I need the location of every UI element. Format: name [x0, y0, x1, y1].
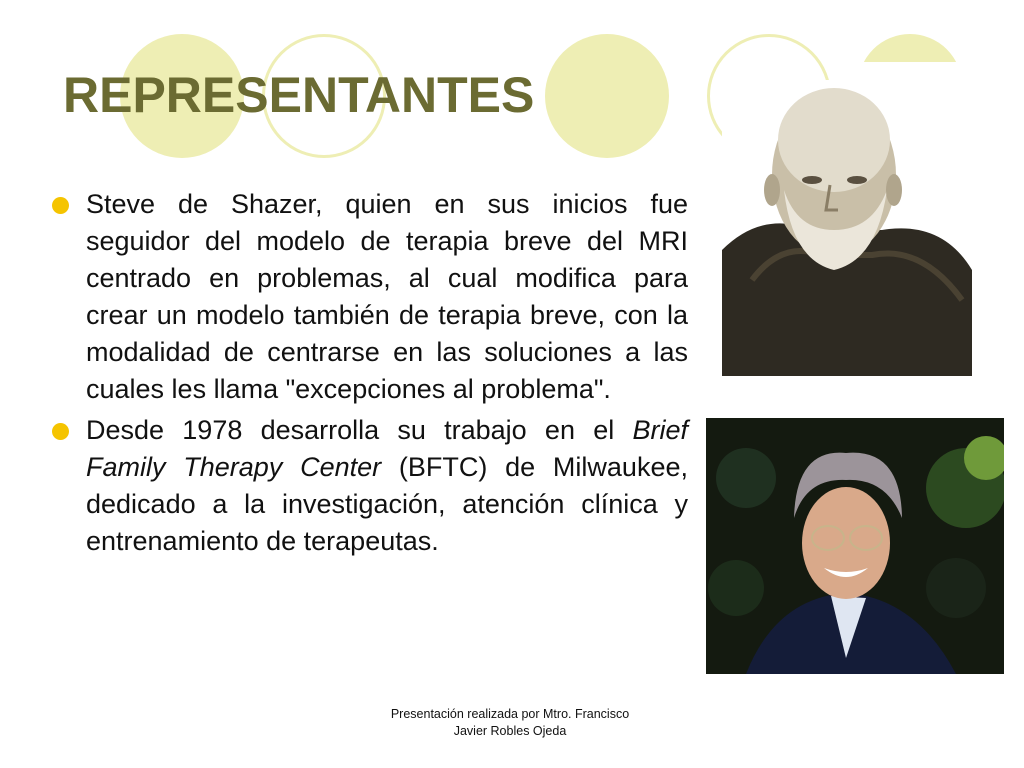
bullet-item-2: [48, 412, 688, 560]
bullet-list: [48, 186, 688, 564]
photo-steve-de-shazer: [722, 80, 972, 376]
bullet-icon: [52, 423, 69, 440]
bullet-item-1: [48, 186, 688, 408]
bullet-text-italic: Brief Family Therapy Center: [86, 415, 688, 482]
slide-title: REPRESENTANTES: [63, 67, 535, 123]
footer-credit: [360, 706, 660, 740]
bullet-text: Steve de Shazer, quien en sus inicios fue seguidor del modelo de terapia breve del MRI centrado en problemas, al cual modifica para crear un modelo también de terapia breve, con la modalidad de centrarse en las soluciones a las cuales les llama "excepciones al problema".: [86, 189, 688, 404]
bullet-icon: [52, 197, 69, 214]
decor-circle-2: [545, 34, 669, 158]
bullet-text-pre: Desde 1978 desarrolla su trabajo en el: [86, 415, 633, 445]
footer-line-1: Presentación realizada por Mtro. Francisco: [390, 707, 630, 721]
footer-line-2: Javier Robles Ojeda: [453, 724, 567, 738]
bullet-text-post: (BFTC) de Milwaukee, dedicado a la investigación, atención clínica y entrenamiento de terapeutas.: [86, 452, 688, 556]
decor-half-circle: [858, 34, 962, 62]
photo-insoo-kim-berg: [706, 418, 1004, 674]
